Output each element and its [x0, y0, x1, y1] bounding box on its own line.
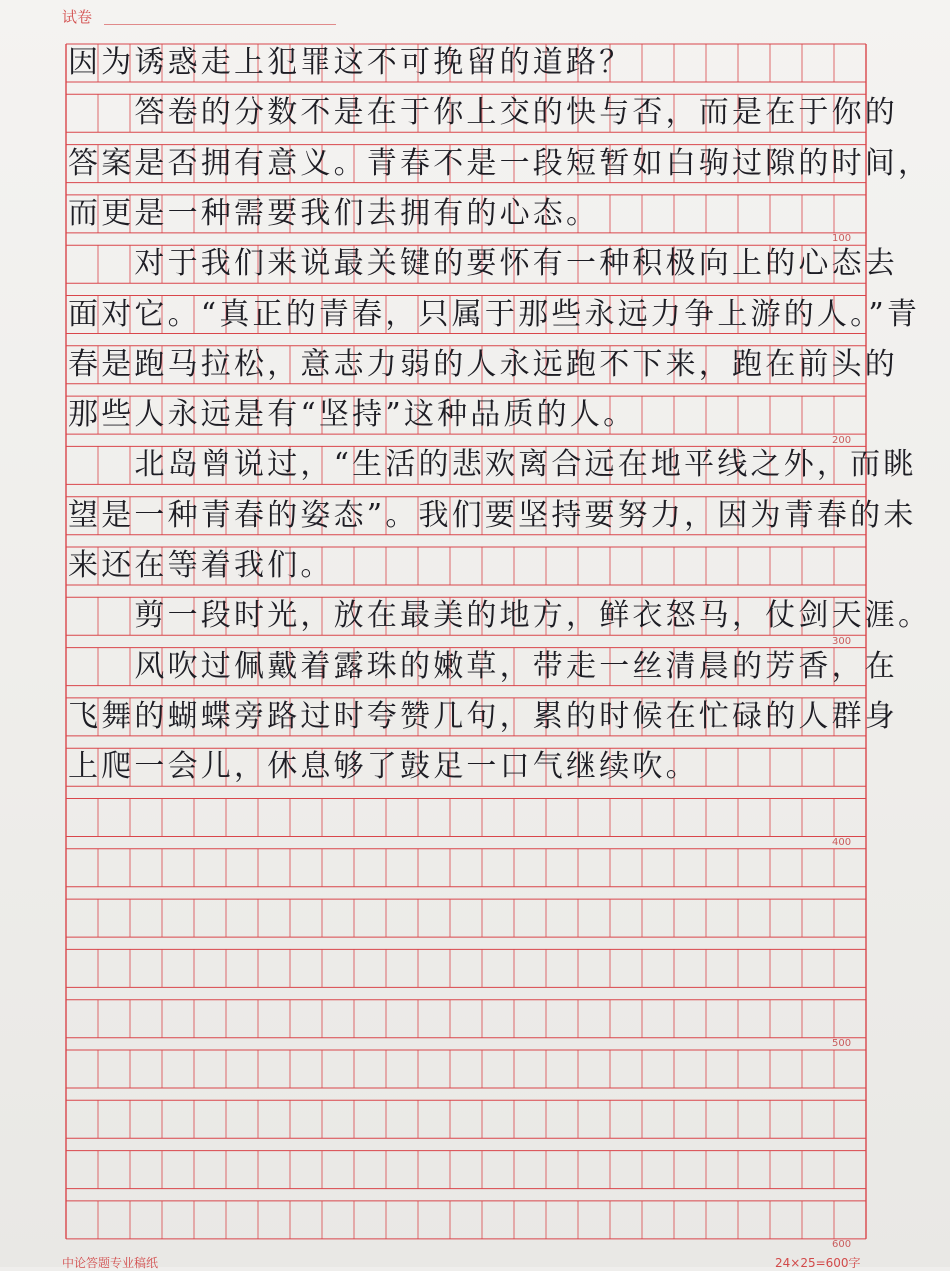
word-count-marker: 500 — [832, 1038, 852, 1050]
essay-line: 飞舞的蝴蝶旁路过时夸赞几句，累的时候在忙碌的人群身 — [68, 698, 898, 734]
essay-line: 来还在等着我们。 — [68, 548, 334, 583]
footer-paper-brand: 中论答题专业稿纸 — [62, 1256, 159, 1270]
word-count-marker: 200 — [832, 434, 852, 446]
word-count-marker: 400 — [832, 837, 852, 848]
word-count-marker: 600 — [832, 1239, 852, 1251]
essay-line: 面对它。“真正的青春，只属于那些永远力争上游的人。”青 — [68, 296, 921, 332]
word-count-marker: 300 — [832, 635, 852, 647]
essay-line: 答卷的分数不是在于你上交的快与否，而是在于你的 — [68, 95, 898, 131]
essay-line: 望是一种青春的姿态”。我们要坚持要努力，因为青春的未 — [68, 497, 917, 533]
essay-line: 对于我们来说最关键的要怀有一种积极向上的心态去 — [68, 246, 898, 282]
essay-line: 春是跑马拉松，意志力弱的人永远跑不下来，跑在前头的 — [68, 346, 898, 382]
essay-line: 那些人永远是有“坚持”这种品质的人。 — [68, 397, 637, 433]
essay-line: 上爬一会儿，休息够了鼓足一口气继续吹。 — [68, 749, 699, 785]
essay-line: 北岛曾说过，“生活的悲欢离合远在地平线之外，而眺 — [68, 447, 917, 483]
footer-grid-count: 24×25=600字 — [775, 1256, 861, 1270]
essay-line: 而更是一种需要我们去拥有的心态。 — [68, 195, 600, 231]
essay-line: 风吹过佩戴着露珠的嫩草，带走一丝清晨的芳香，在 — [68, 648, 898, 684]
essay-line: 答案是否拥有意义。青春不是一段短暂如白驹过隙的时间， — [68, 145, 932, 181]
header-title: 试卷 — [62, 8, 93, 26]
essay-line: 因为诱惑走上犯罪这不可挽留的道路？ — [68, 45, 633, 80]
essay-line: 剪一段时光，放在最美的地方，鲜衣怒马，仗剑天涯。 — [68, 598, 932, 634]
word-count-marker: 100 — [832, 233, 852, 245]
